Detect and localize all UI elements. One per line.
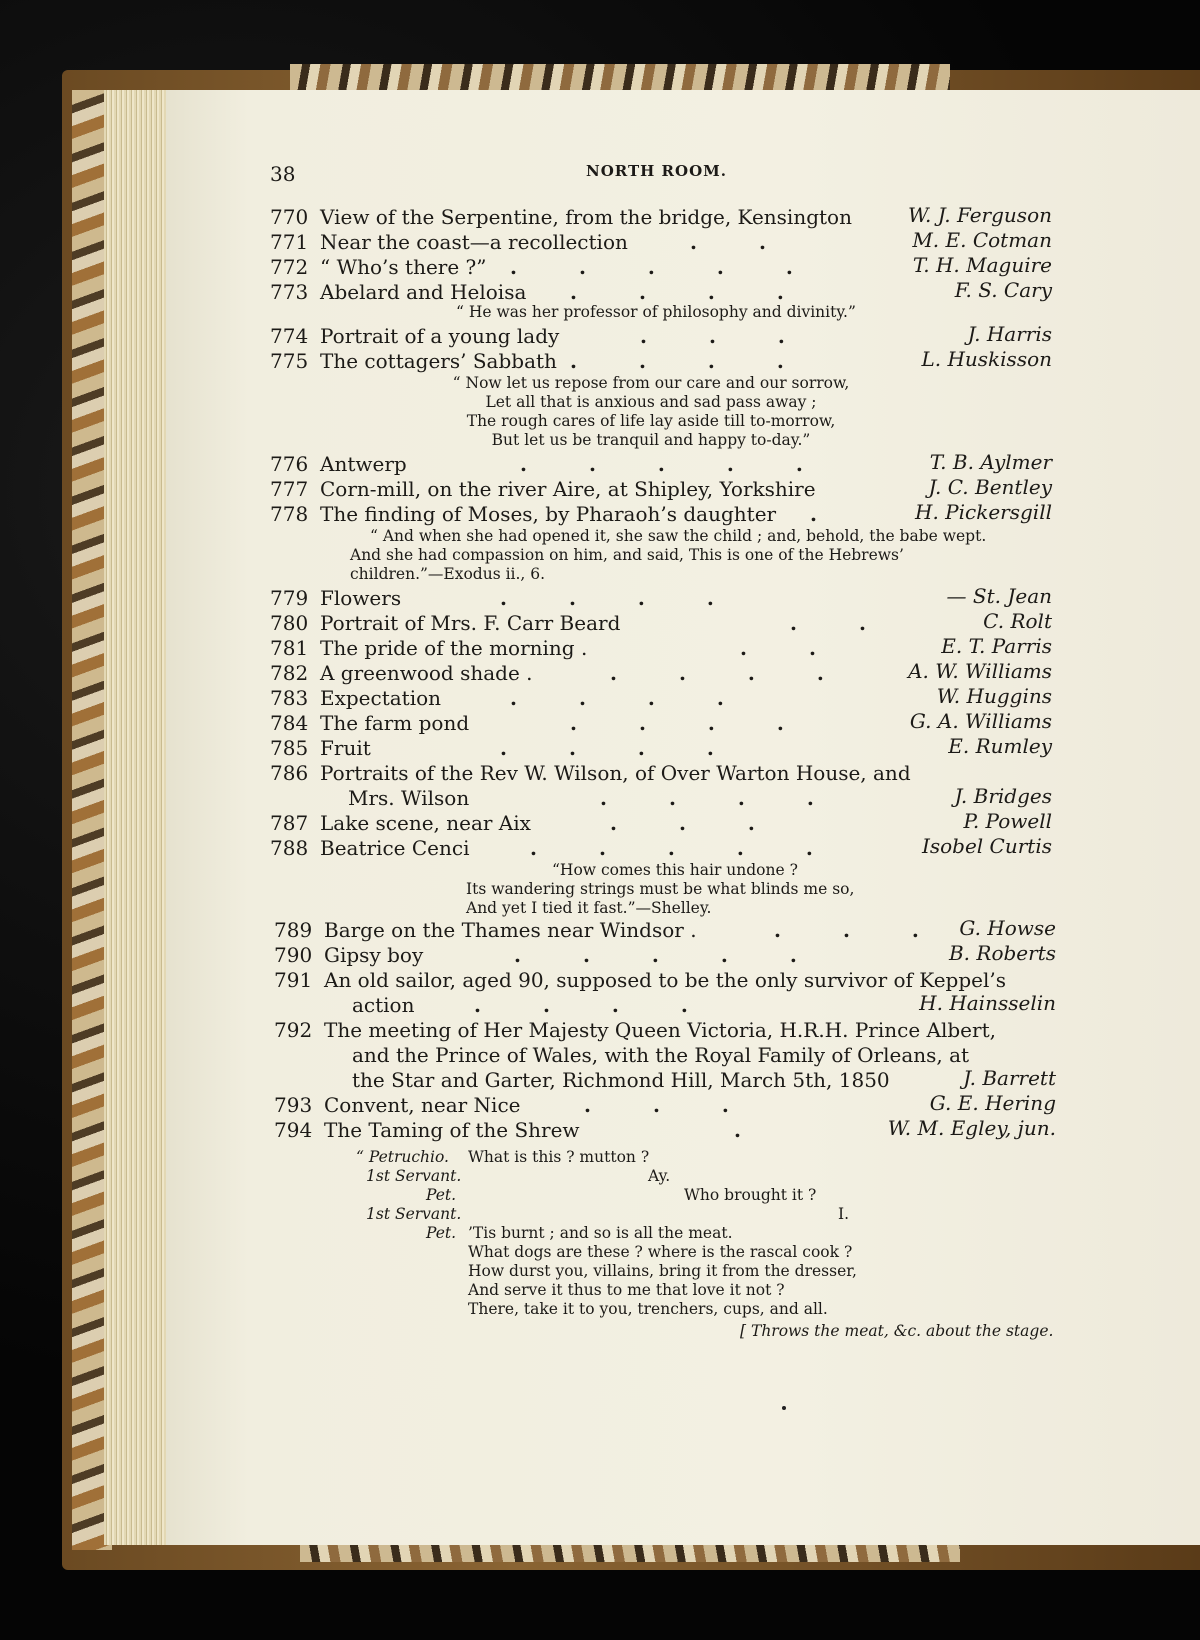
- leader-dots: ....: [500, 586, 776, 610]
- entry-artist: G. A. Williams: [909, 709, 1052, 733]
- entry-number: 771: [270, 230, 309, 254]
- catalogue-page: [166, 90, 1200, 1545]
- quote-line: Its wandering strings must be what blinds me so,: [466, 880, 855, 898]
- quote-line: And yet I tied it fast.”—Shelley.: [466, 899, 712, 917]
- entry-number: 781: [270, 636, 309, 660]
- entry-title: The finding of Moses, by Pharaoh’s daughter: [320, 502, 777, 526]
- entry-number: 784: [270, 711, 309, 735]
- leader-dots: ....: [570, 711, 846, 735]
- entry-number: 788: [270, 836, 309, 860]
- speech-line: And serve it thus to me that love it not ?: [468, 1281, 785, 1299]
- leader-dots: ....: [474, 993, 750, 1017]
- entry-title: “ Who’s there ?”: [320, 255, 487, 279]
- leader-dots: ...: [640, 324, 847, 348]
- entry-number: 792: [274, 1018, 313, 1042]
- entry-artist: B. Roberts: [948, 941, 1056, 965]
- entry-title: An old sailor, aged 90, supposed to be the only survivor of Keppel’s: [324, 968, 1006, 992]
- entry-786: [270, 761, 1052, 811]
- entry-title-continued: the Star and Garter, Richmond Hill, March 5th, 1850: [352, 1068, 890, 1092]
- entry-artist: P. Powell: [963, 809, 1052, 833]
- entry-number: 773: [270, 280, 309, 304]
- leader-dots: ..: [690, 230, 828, 254]
- play-row: [356, 1300, 1056, 1319]
- leader-dots: ....: [570, 349, 846, 373]
- leader-dots: .: [734, 1118, 803, 1142]
- entry-artist: H. Pickersgill: [915, 500, 1052, 524]
- leader-dots: ....: [610, 661, 886, 685]
- play-excerpt: [356, 1148, 1056, 1319]
- entry-artist: G. E. Hering: [929, 1091, 1056, 1115]
- speech-line: How durst you, villains, bring it from the dresser,: [468, 1262, 857, 1280]
- quote-line: “How comes this hair undone ?: [552, 861, 798, 879]
- speech-line: What is this ? mutton ?: [468, 1148, 650, 1166]
- page-number: 38: [270, 162, 296, 186]
- entry-title: Portrait of a young lady: [320, 324, 560, 348]
- entry-number: 790: [274, 943, 313, 967]
- entry-title: Fruit: [320, 736, 371, 760]
- entry-title: Portraits of the Rev W. Wilson, of Over Warton House, and: [320, 761, 911, 785]
- speech-line: ’Tis burnt ; and so is all the meat.: [468, 1224, 733, 1242]
- entry-artist: G. Howse: [959, 916, 1056, 940]
- entry-artist: H. Hainsselin: [919, 991, 1056, 1015]
- entry-artist: — St. Jean: [946, 584, 1052, 608]
- entry-791: [274, 968, 1056, 1018]
- entry-title: Corn-mill, on the river Aire, at Shipley, Yorkshire: [320, 477, 816, 501]
- leader-dots: ..: [740, 636, 878, 660]
- entry-title: Flowers: [320, 586, 402, 610]
- quote-line: But let us be tranquil and happy to-day.”: [491, 431, 811, 449]
- entry-artist: M. E. Cotman: [912, 228, 1052, 252]
- marbled-edge-top: [290, 64, 950, 90]
- quote-778: [350, 527, 1050, 584]
- quote-line: “ And when she had opened it, she saw the child ; and, behold, the babe wept.: [370, 527, 987, 545]
- quote-773: “ He was her professor of philosophy and divinity.”: [456, 303, 856, 321]
- entry-number: 786: [270, 761, 309, 785]
- entry-title: Expectation: [320, 686, 442, 710]
- quote-line: And she had compassion on him, and said, This is one of the Hebrews’: [350, 546, 904, 564]
- quote-line: The rough cares of life lay aside till to-morrow,: [466, 412, 836, 430]
- entry-title-continued: Mrs. Wilson: [348, 786, 470, 810]
- entry-number: 774: [270, 324, 309, 348]
- entry-title: The meeting of Her Majesty Queen Victoria, H.R.H. Prince Albert,: [324, 1018, 996, 1042]
- entry-title: Abelard and Heloisa: [320, 280, 527, 304]
- entry-title: Beatrice Cenci: [320, 836, 470, 860]
- entry-artist: W. M. Egley, jun.: [887, 1116, 1056, 1140]
- entry-title: Barge on the Thames near Windsor .: [324, 918, 697, 942]
- entry-number: 794: [274, 1118, 313, 1142]
- entry-number: 787: [270, 811, 309, 835]
- entry-number: 783: [270, 686, 309, 710]
- play-row: [356, 1167, 1056, 1186]
- entry-artist: Isobel Curtis: [921, 834, 1052, 858]
- entry-title: View of the Serpentine, from the bridge, Kensington: [320, 205, 852, 229]
- entry-artist: J. Barrett: [963, 1066, 1056, 1090]
- speech-line: There, take it to you, trenchers, cups, and all.: [468, 1300, 828, 1318]
- play-row: [356, 1224, 1056, 1243]
- entry-number: 789: [274, 918, 313, 942]
- entry-artist: T. B. Aylmer: [929, 450, 1052, 474]
- entry-title: The farm pond: [320, 711, 470, 735]
- entry-title: Antwerp: [320, 452, 407, 476]
- leader-dots: .: [810, 502, 879, 526]
- speaker-name: 1st Servant.: [366, 1205, 462, 1223]
- quote-line: children.”—Exodus ii., 6.: [350, 565, 546, 583]
- entry-792: [274, 1018, 1056, 1093]
- entry-title: Near the coast—a recollection: [320, 230, 628, 254]
- leader-dots: ...: [774, 918, 981, 942]
- entry-title-continued: and the Prince of Wales, with the Royal Family of Orleans, at: [352, 1043, 970, 1067]
- entry-title: A greenwood shade .: [320, 661, 533, 685]
- entry-artist: C. Rolt: [983, 609, 1052, 633]
- play-row: [356, 1281, 1056, 1300]
- entry-number: 791: [274, 968, 313, 992]
- entry-title: Lake scene, near Aix: [320, 811, 531, 835]
- leader-dots: ....: [570, 280, 846, 304]
- entry-artist: J. C. Bentley: [928, 475, 1052, 499]
- speaker-name: Pet.: [426, 1186, 457, 1204]
- entry-title: Convent, near Nice: [324, 1093, 521, 1117]
- stage-direction: [ Throws the meat, &c. about the stage.: [740, 1322, 1054, 1340]
- entry-number: 775: [270, 349, 309, 373]
- leader-dots: .....: [514, 943, 859, 967]
- leader-dots: ...: [584, 1093, 791, 1117]
- entry-number: 793: [274, 1093, 313, 1117]
- entry-title: Gipsy boy: [324, 943, 424, 967]
- leader-dots: ....: [510, 686, 786, 710]
- entry-artist: E. Rumley: [948, 734, 1052, 758]
- quote-775: [416, 374, 886, 450]
- speech-line: Who brought it ?: [684, 1186, 817, 1204]
- entry-artist: A. W. Williams: [908, 659, 1052, 683]
- entry-artist: J. Bridges: [954, 784, 1052, 808]
- entry-artist: J. Harris: [967, 322, 1052, 346]
- leader-dots: .....: [520, 452, 865, 476]
- leader-dots: .....: [510, 255, 855, 279]
- quote-788: [466, 861, 886, 918]
- entry-artist: L. Huskisson: [921, 347, 1052, 371]
- entry-title: The pride of the morning .: [320, 636, 588, 660]
- entry-title: The cottagers’ Sabbath: [320, 349, 557, 373]
- entry-number: 772: [270, 255, 309, 279]
- entry-number: 779: [270, 586, 309, 610]
- leader-dots: ...: [610, 811, 817, 835]
- leader-dots: .....: [530, 836, 875, 860]
- entry-title-continued: action: [352, 993, 415, 1017]
- speech-line: What dogs are these ? where is the rascal cook ?: [468, 1243, 853, 1261]
- running-head: NORTH ROOM.: [586, 162, 727, 180]
- leader-dots: ....: [600, 786, 876, 810]
- entry-number: 770: [270, 205, 309, 229]
- speaker-name: “ Petruchio.: [356, 1148, 449, 1166]
- play-row: [356, 1243, 1056, 1262]
- entry-number: 785: [270, 736, 309, 760]
- quote-line: Let all that is anxious and sad pass away ;: [485, 393, 817, 411]
- entry-number: 777: [270, 477, 309, 501]
- speech-line: Ay.: [648, 1167, 671, 1185]
- entry-number: 780: [270, 611, 309, 635]
- entry-artist: W. J. Ferguson: [907, 203, 1052, 227]
- entry-title: Portrait of Mrs. F. Carr Beard: [320, 611, 621, 635]
- entry-number: 782: [270, 661, 309, 685]
- entry-number: 776: [270, 452, 309, 476]
- entry-artist: W. Huggins: [936, 684, 1052, 708]
- ink-mark: [782, 1406, 786, 1410]
- play-row: [356, 1205, 1056, 1224]
- page-edges: [104, 90, 170, 1545]
- play-row: [356, 1262, 1056, 1281]
- play-row: [356, 1148, 1056, 1167]
- entry-artist: T. H. Maguire: [912, 253, 1052, 277]
- leader-dots: ....: [500, 736, 776, 760]
- leader-dots: ..: [790, 611, 928, 635]
- entry-artist: E. T. Parris: [941, 634, 1052, 658]
- speaker-name: 1st Servant.: [366, 1167, 462, 1185]
- play-row: [356, 1186, 1056, 1205]
- speaker-name: Pet.: [426, 1224, 457, 1242]
- quote-line: “ Now let us repose from our care and our sorrow,: [452, 374, 850, 392]
- entry-number: 778: [270, 502, 309, 526]
- entry-artist: F. S. Cary: [954, 278, 1052, 302]
- speech-line: I.: [838, 1205, 850, 1223]
- entry-title: The Taming of the Shrew: [324, 1118, 580, 1142]
